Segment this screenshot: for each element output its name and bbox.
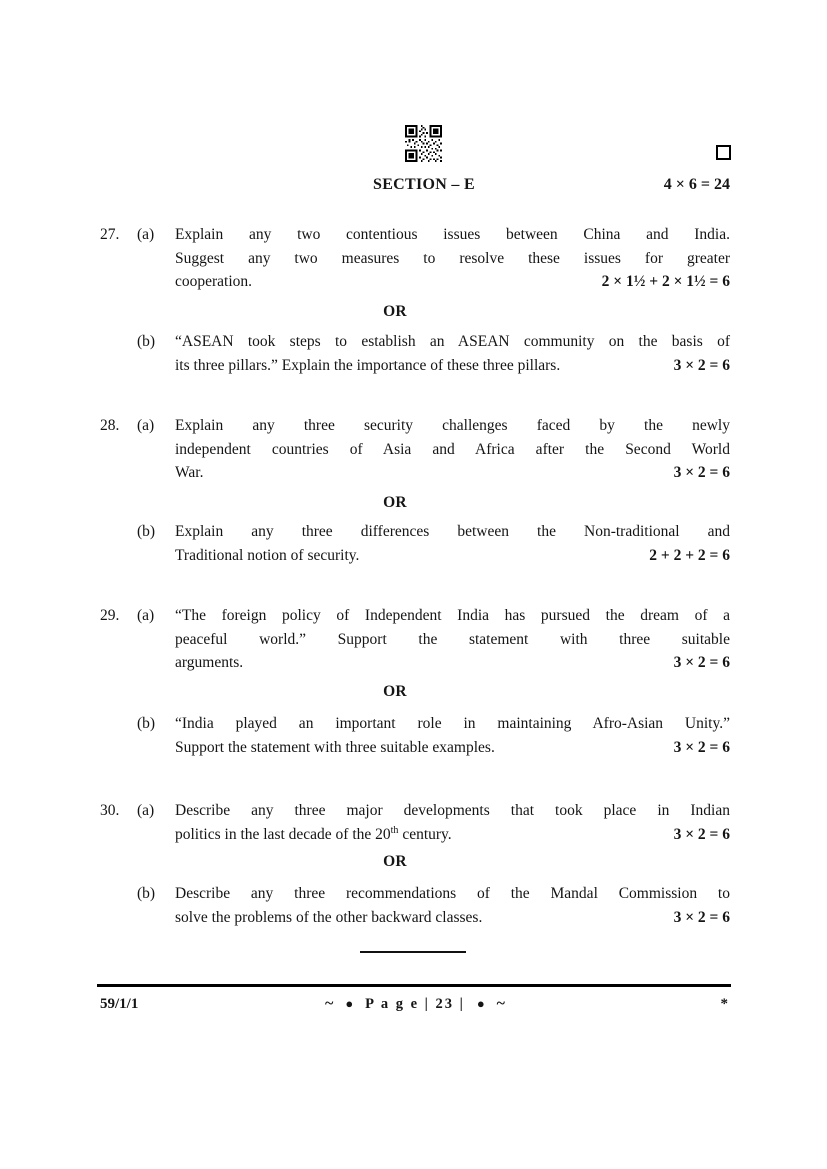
question-28b — [100, 520, 730, 567]
question-line: Support the statement with three suitable examples. — [175, 738, 495, 756]
marks-value: 3 × 2 = 6 — [673, 825, 730, 843]
question-text — [175, 882, 730, 929]
part-label: (a) — [137, 607, 155, 624]
question-line: politics in the last decade of the 20th century. — [175, 824, 452, 843]
question-number: 28. — [100, 417, 120, 434]
question-number-spacer — [100, 712, 137, 759]
question-text — [175, 520, 730, 567]
footer-star: * — [720, 996, 728, 1012]
section-total-marks: 4 × 6 = 24 — [663, 176, 730, 193]
part-label: (a) — [137, 417, 155, 434]
question-27b — [100, 330, 730, 377]
question-line: Explain any three security challenges faced by the newly — [175, 417, 730, 434]
part-label: (b) — [137, 333, 156, 350]
question-text — [175, 712, 730, 759]
qr-code-icon — [405, 125, 442, 162]
question-line: Suggest any two measures to resolve these issues for greater — [175, 249, 730, 267]
question-number-spacer — [100, 520, 137, 567]
section-header — [100, 173, 730, 197]
tilde-ornament: ~ — [324, 995, 334, 1012]
or-separator: OR — [383, 853, 407, 870]
question-last-line — [175, 736, 730, 760]
question-line: Explain any three differences between the Non-traditional and — [175, 523, 730, 540]
print-marker-square-icon — [716, 145, 731, 160]
question-last-line — [175, 651, 730, 675]
marks-value: 3 × 2 = 6 — [673, 738, 730, 756]
question-last-line — [175, 823, 730, 847]
question-text — [175, 414, 730, 485]
question-28a — [100, 414, 730, 485]
end-of-paper-divider — [360, 951, 466, 953]
question-line: “The foreign policy of Independent India has pursued the dream of a — [175, 607, 730, 624]
bullet-icon: ● — [345, 996, 354, 1011]
question-line: solve the problems of the other backward classes. — [175, 908, 483, 926]
part-label: (b) — [137, 523, 156, 540]
marks-value: 3 × 2 = 6 — [673, 356, 730, 374]
footer-rule — [97, 984, 731, 987]
part-label: (b) — [137, 715, 156, 732]
section-title: SECTION – E — [373, 176, 475, 193]
question-last-line — [175, 906, 730, 930]
or-separator: OR — [383, 303, 407, 320]
question-30a — [100, 799, 730, 846]
question-number-spacer — [100, 882, 137, 929]
marks-value: 3 × 2 = 6 — [673, 654, 730, 671]
question-text — [175, 604, 730, 675]
question-number: 30. — [100, 802, 120, 819]
question-27a — [100, 223, 730, 294]
bullet-icon: ● — [476, 996, 485, 1011]
question-line: cooperation. — [175, 273, 253, 290]
question-text — [175, 330, 730, 377]
page-number: P a g e | 23 | — [365, 996, 465, 1012]
question-line: Explain any two contentious issues between China and India. — [175, 226, 730, 243]
question-number: 29. — [100, 607, 120, 624]
question-line: Describe any three recommendations of the Mandal Commission to — [175, 885, 730, 902]
question-30b — [100, 882, 730, 929]
question-number-spacer — [100, 330, 137, 377]
question-line: Describe any three major developments that took place in Indian — [175, 802, 730, 819]
tilde-ornament: ~ — [496, 995, 505, 1012]
question-line: independent countries of Asia and Africa after the Second World — [175, 440, 730, 458]
ordinal-suffix: th — [390, 824, 399, 836]
question-line: Traditional notion of security. — [175, 546, 360, 564]
question-text — [175, 799, 730, 846]
part-label: (b) — [137, 885, 156, 902]
question-last-line — [175, 270, 730, 294]
question-last-line — [175, 354, 730, 378]
question-line: “India played an important role in maintaining Afro-Asian Unity.” — [175, 715, 730, 732]
paper-code: 59/1/1 — [100, 996, 139, 1012]
question-29b — [100, 712, 730, 759]
question-last-line — [175, 461, 730, 485]
question-number: 27. — [100, 226, 120, 243]
marks-value: 3 × 2 = 6 — [673, 464, 730, 481]
marks-value: 2 + 2 + 2 = 6 — [649, 546, 730, 564]
or-separator: OR — [383, 683, 407, 700]
marks-value: 3 × 2 = 6 — [673, 908, 730, 926]
page-footer — [100, 993, 730, 1015]
question-text — [175, 223, 730, 294]
question-last-line — [175, 544, 730, 568]
question-line: arguments. — [175, 654, 244, 671]
marks-value: 2 × 1½ + 2 × 1½ = 6 — [601, 273, 730, 290]
question-29a — [100, 604, 730, 675]
part-label: (a) — [137, 802, 155, 819]
or-separator: OR — [383, 494, 407, 511]
question-line: peaceful world.” Support the statement with three suitable — [175, 630, 730, 648]
question-line: “ASEAN took steps to establish an ASEAN community on the basis of — [175, 333, 730, 350]
question-line: War. — [175, 464, 204, 481]
question-line: its three pillars.” Explain the importance of these three pillars. — [175, 356, 561, 374]
part-label: (a) — [137, 226, 155, 243]
page-number-group — [100, 993, 730, 1015]
